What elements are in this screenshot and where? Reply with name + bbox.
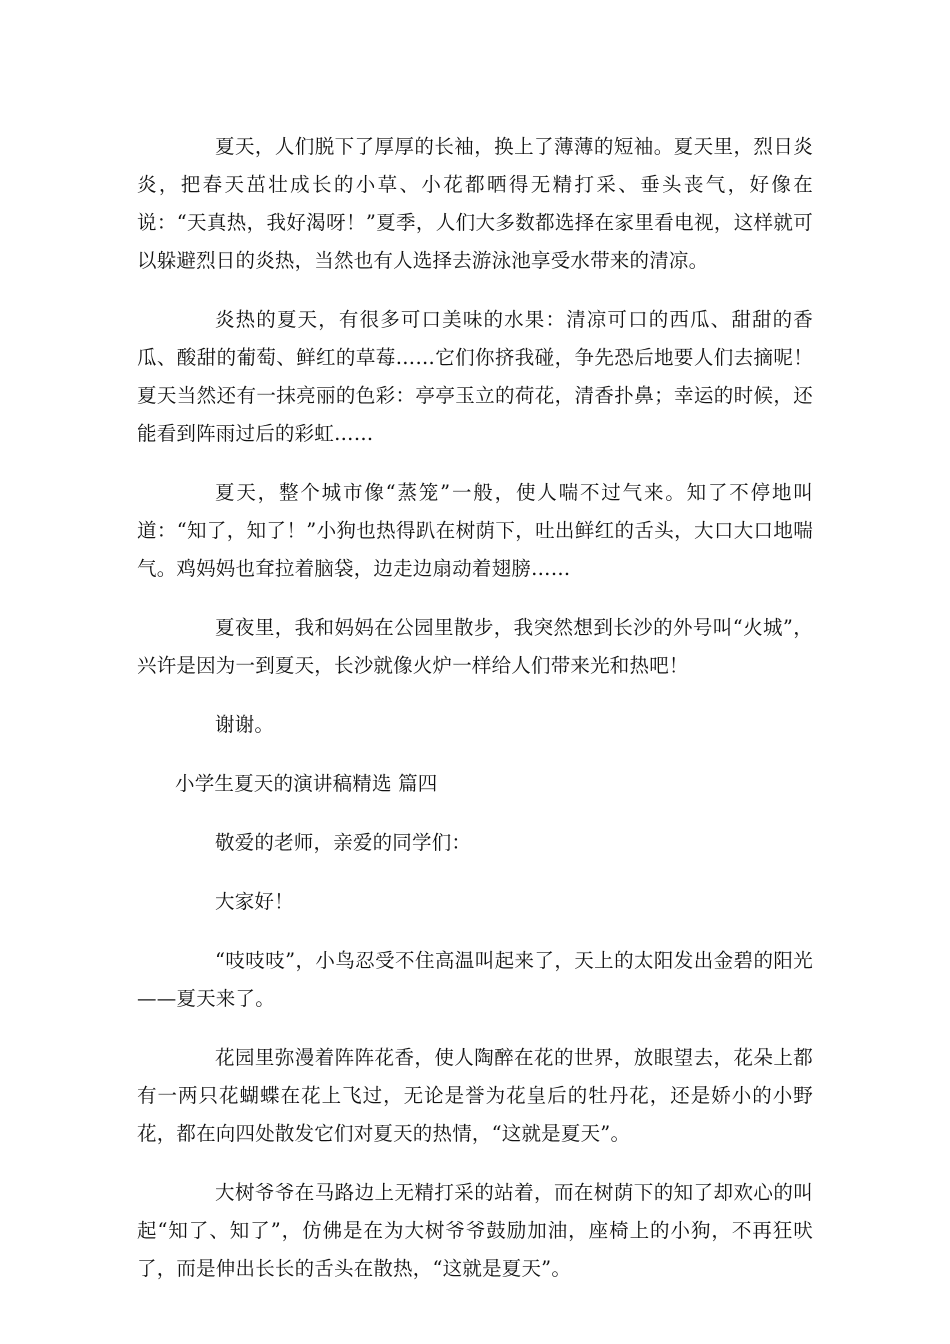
paragraph-garden-flowers: 花园里弥漫着阵阵花香，使人陶醉在花的世界，放眼望去，花朵上都有一两只花蝴蝶在花上飞过，无论是誉为花皇后的牡丹花，还是娇小的小野花，都在向四处散发它们对夏天的热情，“这就是夏天”。 <box>137 1046 813 1145</box>
paragraph-greeting-teachers: 敬爱的老师，亲爱的同学们： <box>215 831 472 854</box>
paragraph-summer-night: 夏夜里，我和妈妈在公园里散步，我突然想到长沙的外号叫“火城”，兴许是因为一到夏天，长沙就像火炉一样给人们带来光和热吧！ <box>137 616 813 677</box>
paragraph-hello-everyone: 大家好！ <box>215 890 294 913</box>
paragraph-city-steamer: 夏天，整个城市像“蒸笼”一般，使人喘不过气来。知了不停地叫道：“知了，知了！”小狗也热得趴在树荫下，吐出鲜红的舌头，大口大口地喘气。鸡妈妈也耷拉着脑袋，边走边扇动着翅膀…… <box>137 481 813 580</box>
paragraph-summer-clothes: 夏天，人们脱下了厚厚的长袖，换上了薄薄的短袖。夏天里，烈日炎炎，把春天茁壮成长的小草、小花都晒得无精打采、垂头丧气，好像在说：“天真热，我好渴呀！”夏季，人们大多数都选择在家里看电视，这样就可以躲避烈日的炎热，当然也有人选择去游泳池享受水带来的清凉。 <box>137 135 813 272</box>
document-body <box>137 128 813 1309</box>
paragraph-thanks: 谢谢。 <box>215 713 275 736</box>
paragraph-birds-chirping: “吱吱吱”，小鸟忍受不住高温叫起来了，天上的太阳发出金碧的阳光——夏天来了。 <box>137 949 813 1010</box>
paragraph-big-tree: 大树爷爷在马路边上无精打采的站着，而在树荫下的知了却欢心的叫起“知了、知了”，仿佛是在为大树爷爷鼓励加油，座椅上的小狗，不再狂吠了，而是伸出长长的舌头在散热，“这就是夏天”。 <box>137 1181 813 1280</box>
paragraph-summer-fruits: 炎热的夏天，有很多可口美味的水果：清凉可口的西瓜、甜甜的香瓜、酸甜的葡萄、鲜红的草莓……它们你挤我碰，争先恐后地要人们去摘呢！夏天当然还有一抹亮丽的色彩：亭亭玉立的荷花，清香扑鼻；幸运的时候，还能看到阵雨过后的彩虹…… <box>137 308 813 445</box>
section-heading: 小学生夏天的演讲稿精选 篇四 <box>175 772 438 795</box>
